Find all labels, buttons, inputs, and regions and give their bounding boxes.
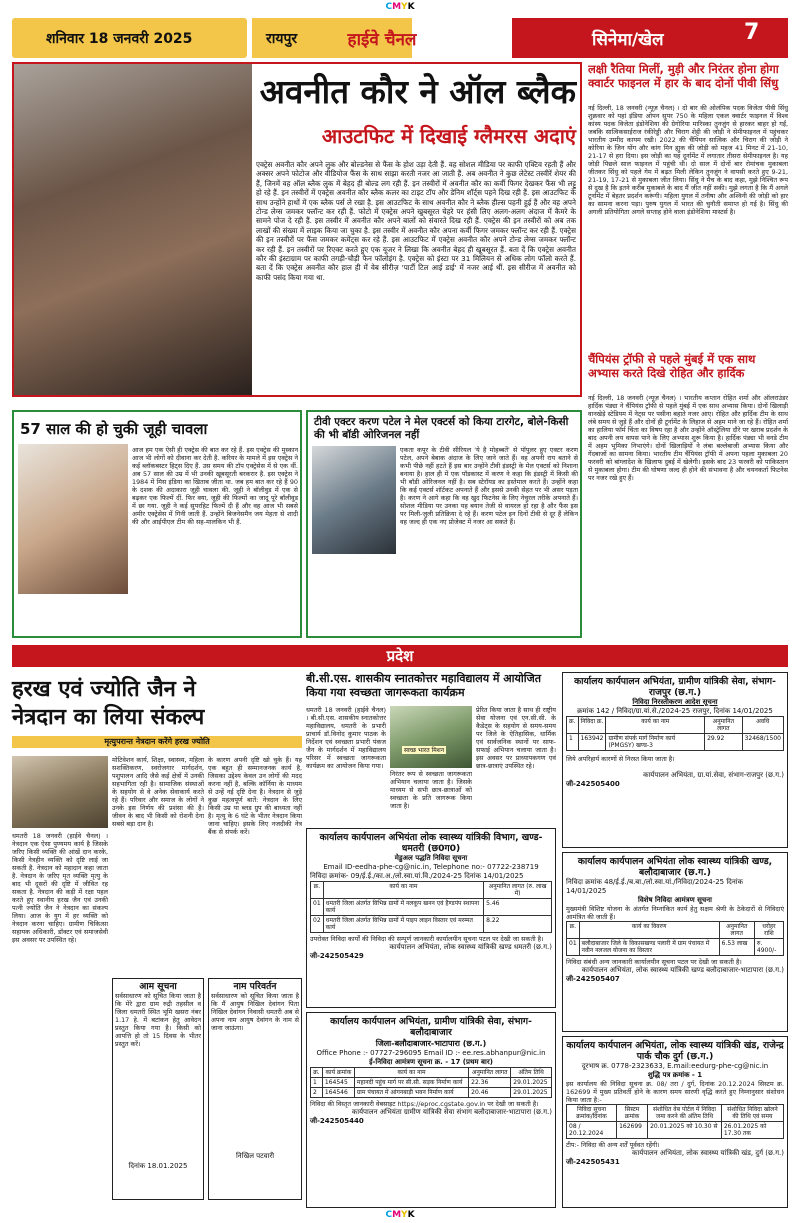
karan-photo — [312, 446, 396, 554]
notice-aam-suchna: आम सूचना सर्वसाधारण को सूचित किया जाता है कि मेरे द्वारा ग्राम रुद्री तहसील व जिला धमतरी स्थित भूमि खसरा नंबर 1.17 हे. में बटांकन हेतु आवेदन प्रस्तुत किया गया है। किसी को आपत्ति हो तो 15 दिवस के भीतर प्रस्तुत करें। दिनांक 18.01.2025 — [112, 978, 204, 1200]
avneet-story — [12, 62, 582, 397]
sports-column — [588, 62, 788, 634]
rohit-headline: चैंपियंस ट्रॉफी से पहले मुंबई में एक साथ अभ्यास करते दिखे रोहित और हार्दिक — [588, 352, 756, 380]
ad-phe-dhamtari-table: क्र. कार्य का नाम अनुमानित लागत (रु. लाख में) 01 धमतरी जिला अंतर्गत विभिन्न ग्रामों में नलकूप खनन एवं हैण्डपंप स्थापना कार्य 5.46 02 धमतरी जिला अंतर्गत विभिन्न ग्रामों में पाइप लाइन विस्तार एवं मरम्मत कार्य 8.22 — [310, 881, 552, 933]
city-box: रायपुर — [252, 18, 412, 58]
table-row: 2 164546 ग्राम पंचायत में आंगनबाड़ी भवन निर्माण कार्य 20.46 29.01.2025 — [311, 1088, 552, 1098]
ad-phe-balodabazar: कार्यालय कार्यपालन अभियंता लोक स्वास्थ्य यांत्रिकी खण्ड, बलौदाबाजार (छ.ग.) निविदा क्रमांक 48/ई.ई./ब.बा./लो.स्वा.यां./निविदा/2024-25 दिनांक 14/01/2025 विशेष निविदा आमंत्रण सूचना मुख्यमंत्री विशिष्ट योजना के अंतर्गत निम्नांकित कार्य हेतु सक्षम श्रेणी के ठेकेदारों से निविदाएं आमंत्रित की जाती हैं। क्र. कार्य का विवरण अनुमानित लागत धरोहर राशि 01 बलौदाबाजार जिले के विकासखण्ड पलारी में ग्राम पंचायत में नवीन नलजल योजना का विस्तार 6.53 लाख रु. 4900/- निविदा संबंधी अन्य जानकारी कार्यालयीन सूचना पटल पर देखी जा सकती है। कार्यपालन अभियंता, लोक स्वास्थ्य यांत्रिकी खण्ड बलौदाबाजार-भाटापारा (छ.ग.) जी-242505407 — [562, 852, 788, 1032]
section-box: सिनेमा/खेल 7 — [512, 18, 788, 58]
table-row: 02 धमतरी जिला अंतर्गत विभिन्न ग्रामों में पाइप लाइन विस्तार एवं मरम्मत कार्य 8.22 — [311, 916, 552, 933]
ad-phe-durg: कार्यालय कार्यपालन अभियंता, लोक स्वास्थ्य यांत्रिकी खंड, राजेन्द्र पार्क चौक दुर्ग (छ.ग.) दूरभाष क्र. 0778-2323633, E.mail:eedurg-phe-cg@nic.in शुद्धि पत्र क्रमांक - 1 इस कार्यालय की निविदा सूचना क्र. 08/ तरा / दुर्ग, दिनांक 20.12.2024 सिस्टम क्र. 162699 में मुख्य प्रतिवर्ती होने के कारण समय सारणी वृद्धि करते हुए निम्नानुसार संशोधन किया जाता है:- निविदा सूचना क्रमांक/दिनांक सिस्टम क्रमांक संशोधित वेब पोर्टल में निविदा जमा करने की अंतिम तिथि संशोधित निविदा खोलने की तिथि एवं समय 08 / 20.12.2024 162699 20.01.2025 को 10.30 से 26.01.2025 को 17.30 तक टीप:- निविदा की अन्य शर्तें पूर्ववत रहेंगी। कार्यपालन अभियंता, लोक स्वास्थ्य यांत्रिकी खंड, दुर्ग (छ.ग.) जी-242505431 — [562, 1036, 788, 1208]
bcs-story — [306, 672, 556, 822]
ad-res-rajpur-table: क्र. निविदा क्र. कार्य का नाम अनुमानित लागत अवधि 1 163942 ग्रामीण संपर्क मार्ग निर्माण कार्य (PMGSY) खण्ड-3 29.92 32468/1500 — [566, 716, 784, 751]
harakh-col2: मोटिवेशन कार्य, शिक्षा, स्वास्थ्य, महिला सशक्तिकरण, स्वरोजगार मार्गदर्शन, पशुपालन आदि जैसे कई क्षेत्रों में उनकी सहभागिता रही है। सामाजिक संस्थाओं के सहयोग से वे अनेक सेवाकार्य करते रहे हैं। परिवार और समाज के लोगों ने उनके इस निर्णय की प्रशंसा की है। जीवन के बाद भी किसी को रोशनी देना सबसे बड़ा दान है। — [112, 756, 204, 828]
cmyk-marks: CMYK — [385, 2, 415, 12]
juhi-photo — [18, 444, 128, 594]
bcs-banner: स्वच्छ भारत मिशन — [404, 747, 445, 754]
ad-res-balodabazar: कार्यालय कार्यपालन अभियंता, ग्रामीण यांत्रिकी सेवा, संभाग-बलौदाबाजार जिला-बलौदाबाजार-भाटापारा (छ.ग.) Office Phone :- 07727-296095 Email ID :- ee.res.abhanpur@nic.in ई-निविदा आमंत्रण सूचना क्र. - 17 (प्रथम बार) क्र. कार्य क्रमांक कार्य का नाम अनुमानित लागत अंतिम तिथि 1 164545 महानदी पहुंच मार्ग पर सी.सी. सड़क निर्माण कार्य 22.36 29.01.2025 2 164546 ग्राम पंचायत में आंगनबाड़ी भवन निर्माण कार्य 20.46 29.01.2025 निविदा की विस्तृत जानकारी वेबसाइट https://eproc.cgstate.gov.in पर देखी जा सकती है। कार्यपालन अभियंता ग्रामीण यांत्रिकी सेवा संभाग बलौदाबाजार-भाटापारा (छ.ग.) जी-242505440 — [306, 1012, 556, 1208]
avneet-headline-2: आउटफिट में दिखाई ग्लैमरस अदाएं — [321, 124, 576, 148]
ad-phe-balodabazar-table: क्र. कार्य का विवरण अनुमानित लागत धरोहर राशि 01 बलौदाबाजार जिले के विकासखण्ड पलारी में ग्राम पंचायत में नवीन नलजल योजना का विस्तार 6.53 लाख रु. 4900/- — [566, 921, 784, 956]
bcs-col3: प्रेरित किया जाता है साथ ही राष्ट्रीय सेवा योजना एवं एन.सी.सी. के कैडेट्स के सहयोग से समय-समय पर जिले के ऐतिहासिक, धार्मिक एवं सार्वजनिक स्थानों पर साफ-सफाई अभियान चलाया जाता है। इस अवसर पर प्राध्यापकगण एवं छात्र-छात्राएं उपस्थित रहे। — [476, 706, 556, 770]
juhi-story — [12, 410, 302, 638]
harakh-col3: के कारण अपनी दृष्टि खो चुके हैं। यह एक बहुत ही सम्मानजनक कार्य है, जिसका उद्देश्य केवल उन लोगों की मदद करना नहीं है, बल्कि कॉर्निया के माध्यम से उन्हें नई दृष्टि देना है। नेत्रदान से जुड़े कुछ महत्वपूर्ण बातें: नेत्रदान के लिए किसी उम्र या ब्लड ग्रुप की बाध्यता नहीं है। मृत्यु के 6 घंटे के भीतर नेत्रदान किया जाना चाहिए। इसके लिए नजदीकी नेत्र बैंक से संपर्क करें। — [208, 756, 302, 836]
sindhu-body: नई दिल्ली, 18 जनवरी (न्यूज़ चैनल) । दो बार की ओलंपिक पदक विजेता पीवी सिंधु शुक्रवार को यहां इंडिया ओपन सुपर 750 के महिला एकल क्वार्टर फाइनल में विश्व कांस्य पदक विजेता इंडोनेशिया की ग्रेगोरिया मारिस्का तुनजुंग से हारकर बाहर हो गईं, जबकि सात्विकसाईराज रंकीरेड्डी और चिराग शेट्टी की जोड़ी ने सेमीफाइनल में पहुंचकर भारतीय उम्मीद कायम रखी। 2022 की चैंपियन सात्विक और चिराग की जोड़ी ने कोरिया के जिन योंग और कांग मिन ह्युक की जोड़ी को महज 41 मिनट में 21-10, 21-17 से हरा दिया। इस जोड़ी का यह दूर्नामेंट में लगातार तीसरा सेमीफाइनल है। यह जोड़ी पिछले साल फाइनल में पहुंची थी। दो साल में दोनों बार रोमांचक मुकाबला जीतकर सिंधु को पहले गेम में बढ़त मिली लेकिन तुनजुंग ने वापसी करते हुए 9-21, 21-19, 17-21 से मुकाबला जीत लिया। सिंधु ने मैच के बाद कहा, मुझे निश्चित रूप से दुख है कि इतने करीब मुकाबले के बाद मैं जीत नहीं सकी। मुझे लगता है कि मैं अगले टूर्नामेंट में बेहतर प्रदर्शन करूंगी। महिला युगल में तनीषा और अश्विनी की जोड़ी को हार का सामना करना पड़ा। पुरुष युगल में भारत की चुनौती समाप्त हो गई है। सिंधु की अगली प्रतियोगिता अगले सप्ताह होने वाला इंडोनेशिया मास्टर्स है। — [588, 104, 788, 216]
harakh-headline-1: हरख एवं ज्योति जैन ने — [12, 677, 196, 702]
notice-naam-parivartan: नाम परिवर्तन सर्वसाधारण को सूचित किया जाता है कि मैं आयुष निखिल देवांगन पिता निखिल देवांगन निवासी धमतरी अब से अपना नाम आयुष देवांगन के नाम से जाना जाऊंगा। निखिल पटवारी — [208, 978, 302, 1200]
ad-phe-dhamtari: कार्यालय कार्यपालन अभियंता लोक स्वास्थ्य यांत्रिकी विभाग, खण्ड-धमतरी (छ0ग0) मेडुअल पद्धति निविदा सूचना Email ID-eedha-phe-cg@nic.in, Telephone no:- 07722-238719 निविदा क्रमांक- 09/ई.ई./का.अ./लो.स्वा.यां.वि./2024-25 दिनांक 14/01/2025 क्र. कार्य का नाम अनुमानित लागत (रु. लाख में) 01 धमतरी जिला अंतर्गत विभिन्न ग्रामों में नलकूप खनन एवं हैण्डपंप स्थापना कार्य 5.46 02 धमतरी जिला अंतर्गत विभिन्न ग्रामों में पाइप लाइन विस्तार एवं मरम्मत कार्य 8.22 उपरोक्त निविदा कार्यों की निविदा की सम्पूर्ण जानकारी कार्यालयीन सूचना पटल पर देखी जा सकती है। कार्यपालन अभियंता, लोक स्वास्थ्य यांत्रिकी खण्ड धमतरी (छ.ग.) जी-242505429 — [306, 828, 556, 1008]
table-row: 1 164545 महानदी पहुंच मार्ग पर सी.सी. सड़क निर्माण कार्य 22.36 29.01.2025 — [311, 1078, 552, 1088]
page-number: 7 — [744, 20, 760, 45]
brand-logo: हाईवे चैनल — [347, 29, 417, 50]
harakh-photo — [12, 756, 108, 828]
rohit-body: नई दिल्ली, 18 जनवरी (न्यूज़ चैनल) । भारतीय कप्तान रोहित शर्मा और ऑलराउंडर हार्दिक पंड्या ने चैंपियंस ट्रॉफी से पहले मुंबई में एक साथ अभ्यास किया। दोनों खिलाड़ी वानखेड़े स्टेडियम में नेट्स पर पसीना बहाते नजर आए। रोहित और हार्दिक टीम के साथ लंबे समय से जुड़े हैं और दोनों ही टूर्नामेंट के लिहाज से अहम माने जा रहे हैं। रोहित शर्मा का हालिया फॉर्म चिंता का विषय रहा है और उन्होंने ऑस्ट्रेलिया दौरे पर खराब प्रदर्शन के बाद अपनी लय वापस पाने के लिए अभ्यास शुरू किया है। हार्दिक पंड्या भी वनडे टीम में अहम भूमिका निभाएंगे। दोनों खिलाड़ियों ने लंबा बल्लेबाजी अभ्यास किया और गेंदबाजों का सामना किया। भारतीय टीम चैंपियंस ट्रॉफी में अपना पहला मुकाबला 20 फरवरी को बांग्लादेश के खिलाफ दुबई में खेलेगी। इसके बाद 23 फरवरी को पाकिस्तान से मुकाबला होगा। टीम की घोषणा जल्द ही होने की संभावना है और चयनकर्ता फिटनेस पर नजर रखे हुए हैं। — [588, 394, 788, 482]
juhi-headline: 57 साल की हो चुकी जूही चावला — [20, 420, 208, 438]
page-header — [12, 18, 788, 58]
table-row: 1 163942 ग्रामीण संपर्क मार्ग निर्माण कार्य (PMGSY) खण्ड-3 29.92 32468/1500 — [567, 734, 784, 751]
karan-body: एकता कपूर के टीवी सीरियल 'ये है मोहब्बतें' से पॉपुलर हुए एक्टर करण पटेल, अपने बेबाक अंदाज के लिए जाने जाते हैं। वह अपनी राय बताने से कभी पीछे नहीं हटते हैं इस बार उन्होंने टीवी इंडस्ट्री के मेल एक्टर्स को निशाना बनाया है। हाल ही में एक पॉडकास्ट में करण ने कहा कि इंडस्ट्री में किसी की भी बॉडी ओरिजनल नहीं है। सब स्टेरॉयड का इस्तेमाल करते हैं। उन्होंने कहा कि कई एक्टर्स शॉर्टकट अपनाते हैं और इससे उनकी सेहत पर भी असर पड़ता है। करण ने आगे कहा कि वह खुद फिटनेस के लिए नेचुरल तरीके अपनाते हैं। सोशल मीडिया पर उनका यह बयान तेजी से वायरल हो रहा है और फैंस इस पर मिली-जुली प्रतिक्रिया दे रहे हैं। करण पटेल इन दिनों टीवी से दूर हैं लेकिन वह जल्द ही एक नए प्रोजेक्ट में नजर आ सकते हैं। — [400, 446, 578, 526]
table-row: 01 बलौदाबाजार जिले के विकासखण्ड पलारी में ग्राम पंचायत में नवीन नलजल योजना का विस्तार 6.53 लाख रु. 4900/- — [567, 939, 784, 956]
ad-phe-durg-table: निविदा सूचना क्रमांक/दिनांक सिस्टम क्रमांक संशोधित वेब पोर्टल में निविदा जमा करने की अंतिम तिथि संशोधित निविदा खोलने की तिथि एवं समय 08 / 20.12.2024 162699 20.01.2025 को 10.30 से 26.01.2025 को 17.30 तक — [566, 1104, 784, 1139]
bcs-photo — [390, 706, 472, 768]
cmyk-marks-bottom: CMYK — [385, 1210, 415, 1220]
avneet-headline-1: अवनीत कौर ने ऑल ब्लैक — [254, 72, 576, 112]
ad-res-rajpur: कार्यालय कार्यपालन अभियंता, ग्रामीण यांत्रिकी सेवा, संभाग-राजपुर (छ.ग.) निविदा निरस्तीकरण आदेश सूचना क्रमांक 142 / निविदा/ग्रा.यां.से./2024-25 राजपुर, दिनांक 14/01/2025 क्र. निविदा क्र. कार्य का नाम अनुमानित लागत अवधि 1 163942 ग्रामीण संपर्क मार्ग निर्माण कार्य (PMGSY) खण्ड-3 29.92 32468/1500 लिये अपरिहार्य कारणों से निरस्त किया जाता है। कार्यपालन अभियंता, ग्रा.यां.सेवा, संभाग-राजपुर (छ.ग.) जी-242505400 — [562, 672, 788, 848]
date-box: शनिवार 18 जनवरी 2025 — [12, 18, 247, 58]
table-row: 01 धमतरी जिला अंतर्गत विभिन्न ग्रामों में नलकूप खनन एवं हैण्डपंप स्थापना कार्य 5.46 — [311, 899, 552, 916]
bcs-col2: निरंतर रूप से स्वच्छता जागरूकता अभियान चलाया जाता है। जिसके माध्यम से सभी छात्र-छात्राओं को स्वच्छता के प्रति जागरूक किया जाता है। — [390, 770, 472, 810]
juhi-body: आज हम एक ऐसी ही एक्ट्रेस की बात कर रहे हैं. इस एक्ट्रेस की मुस्कान आज भी लोगों को दीवाना कर देती है. करियर के मामले में इस एक्ट्रेस ने कई ब्लॉकबस्टर हिट्स दिए हैं. उस समय की टॉप एक्ट्रेसेस में से एक थीं. अब 57 साल की उम्र में भी उनकी खूबसूरती बरकरार है. इस एक्ट्रेस ने 1984 में मिस इंडिया का खिताब जीता था. जब हम बात कर रहे हैं 90 के दशक की अदाकारा जूही चावला की. जूही ने बॉलीवुड में एक से बढ़कर एक फिल्में दीं. फिर क्या, जूही की फिल्मों का जादू पूरे बॉलीवुड में छा गया. जूही ने कई सुपरहिट फिल्में दी हैं और वह आज भी सबसे अमीर एक्ट्रेसेस में गिनी जाती हैं. उन्होंने बिजनेसमैन जय मेहता से शादी की और आईपीएल टीम की सह-मालकिन भी हैं. — [132, 446, 298, 526]
bcs-headline: बी.सी.एस. शासकीय स्नातकोत्तर महाविद्यालय में आयोजित किया गया स्वच्छता जागरूकता कार्यक्रम — [306, 672, 542, 699]
avneet-body: एक्ट्रेस अवनीत कौर अपने लुक और बोल्डनेस से फैंस के होश उड़ा देती हैं. वह सोशल मीडिया पर काफी एक्टिव रहती हैं और अक्सर अपने फोटोज और वीडियोज फैंस के साथ साझा करती नजर आ जाती हैं. अब अवनीत ने कुछ लेटेस्ट तस्वीरें शेयर की हैं, जिनमें वह ऑल ब्लैक लुक में बेहद ही बोल्ड लग रही हैं. इन तस्वीरों में अवनीत कौर का कर्वी फिगर देखकर फैंस भी लट्टू हो रहे हैं. इन तस्वीरों में एक्ट्रेस अवनीत कौर ब्लैक कलर का टाइट टॉप और डेनिम शॉर्ट्स पहने दिख रही हैं. इस आउटफिट के साथ उन्होंने हाथों में एक ब्लैक पर्स ले रखा है. इस आउटफिट के साथ अवनीत कौर ने ब्लैक हील्स पहनी हुई हैं और वह अपने टोन्ड लेग्स जमकर फ्लॉन्ट कर रही हैं. फोटो में एक्ट्रेस अपने खुबसूरत चेहरे पर हंसी लिए अलग-अलग अंदाज में कैमरे के सामने पोज दे रही हैं. इस तस्वीर में अवनीत कौर अपने बालों को संवारते दिख रही हैं. एक्ट्रेस की इन तस्वीरों को अब तक लाखों की संख्या में लाइक किया जा चुका है. इस तस्वीर में अवनीत कौर अपना कर्वी फिगर जमकर फ्लॉन्ट कर रही हैं. एक्ट्रेस की इन तस्वीरों पर फैंस जमकर कमेंट्स कर रहे हैं. इस आउटफिट में एक्ट्रेस अवनीत कौर अपने टोन्ड लेग्स जमकर फ्लॉन्ट कर रही हैं. इन तस्वीरों पर रिएक्ट करते हुए एक यूजर ने लिखा कि अवनीत बेहद ही खूबसूरत हैं. बता दें कि एक्ट्रेस अवनीत कौर की इंस्टाग्राम पर काफी तगड़ी-चौड़ी फैन फॉलोइंग है. एक्ट्रेस को इंस्टा पर 31 मिलियन से अधिक लोग फॉलो करते हैं. बता दें कि एक्ट्रेस अवनीत कौर हाल ही में वेब सीरीज़ 'पार्टी टिल आई डाई' में नजर आई थीं. इस सीरीज में अवनीत को काफी पसंद किया गया था. — [256, 160, 576, 282]
ad-res-balodabazar-table: क्र. कार्य क्रमांक कार्य का नाम अनुमानित लागत अंतिम तिथि 1 164545 महानदी पहुंच मार्ग पर सी.सी. सड़क निर्माण कार्य 22.36 29.01.2025 2 164546 ग्राम पंचायत में आंगनबाड़ी भवन निर्माण कार्य 20.46 29.01.2025 — [310, 1067, 552, 1098]
section-bar-pradesh: प्रदेश — [12, 645, 788, 667]
karan-headline: टीवी एक्टर करण पटेल ने मेल एक्टर्स को किया टारगेट, बोले-किसी की भी बॉडी ओरिजनल नहीं — [314, 416, 569, 441]
harakh-story — [12, 672, 302, 1210]
table-row: 08 / 20.12.2024 162699 20.01.2025 को 10.30 से 26.01.2025 को 17.30 तक — [567, 1122, 784, 1139]
sindhu-headline: लक्षी रैतिया मिलीं, मुड़ी और निरंतर होना होगा क्वार्टर फाइनल में हार के बाद दोनों पीवी सिंधु — [588, 62, 779, 90]
karan-story — [306, 410, 582, 638]
harakh-headline-2: नेत्रदान का लिया संकल्प — [12, 705, 205, 730]
avneet-photo — [14, 64, 252, 395]
harakh-col1: धमतरी 18 जनवरी (हाईवे चैनल) । नेत्रदान एक ऐसा पुण्यमय कार्य है जिसके जरिए किसी व्यक्ति की आंखें दान करके, किसी नेत्रहीन व्यक्ति को दृष्टि लाई जा सकती है. नेत्रदान को महादान कहा जाता है. नेत्रदान के जरिए मृत व्यक्ति मृत्यु के बाद भी दूसरों की दृष्टि में जीवित रह सकता है. नेत्रदान की कड़ी में रक्षा पहल करते हुए स्थानीय हरख जैन एवं उनकी पत्नी ज्योति जैन ने नेत्रदान का संकल्प लिया। आज के युग में हर व्यक्ति को नेत्रदान करना चाहिए। ग्रामीण चिकित्सा सहायक अधिकारी, डॉक्टर एवं समाजसेवी इस अवसर पर उपस्थित रहे। — [12, 832, 108, 944]
harakh-tagline: मृत्युपरान्त नेत्रदान करेंगे हरख ज्योति — [12, 736, 302, 748]
bcs-col1: धमतरी 18 जनवरी (हाईवे चैनल) । बी.सी.एस. शासकीय स्नातकोत्तर महाविद्यालय, धमतरी के प्रभारी प्राचार्य डॉ.विनोद कुमार पाठक के निर्देशन एवं स्वच्छता प्रभारी पंकज जैन के मार्गदर्शन में महाविद्यालय परिसर में स्वच्छता जागरूकता कार्यक्रम का आयोजन किया गया। — [306, 706, 386, 770]
